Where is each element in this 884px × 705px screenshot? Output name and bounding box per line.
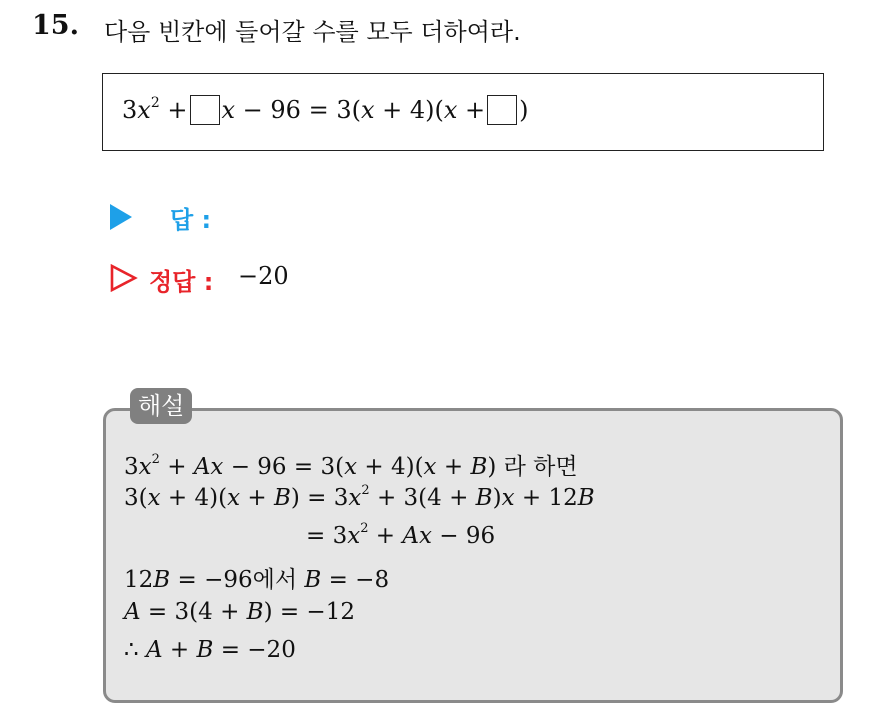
- solution-line-1: $3x^2 + Ax - 96 = 3(x + 4)(x + B)$ 라 하면: [124, 452, 578, 480]
- question-number: 15.: [32, 10, 79, 41]
- solution-line-4: 12B = −96에서 B = −8: [124, 567, 390, 593]
- solution-line-6: ∴ A + B = −20: [124, 637, 296, 663]
- correct-answer-label: 정답 :: [149, 268, 214, 296]
- solution-line-3: = $3x^2 + Ax - 96$: [306, 521, 496, 549]
- solution-line-1-suffix: 라 하면: [503, 454, 578, 480]
- solution-line-4-mid: 에서: [252, 567, 298, 593]
- problem-equation: $3x^2$ + x − 96 = 3(x + 4)(x + ): [122, 95, 529, 124]
- blank-box-2[interactable]: [487, 95, 517, 125]
- answer-input-area[interactable]: [210, 200, 330, 230]
- question-text: 다음 빈칸에 들어갈 수를 모두 더하여라.: [104, 18, 521, 46]
- solution-line-5: A = 3(4 + B) = −12: [124, 599, 355, 625]
- answer-arrow-icon: [110, 204, 132, 230]
- answer-label: 답 :: [170, 206, 212, 234]
- solution-line-2: $3(x + 4)(x + B) = 3x^2 + 3(4 + B)x + 12B$: [124, 483, 595, 511]
- correct-arrow-icon: [110, 264, 138, 292]
- solution-tab: 해설: [130, 388, 192, 424]
- correct-answer-value: −20: [238, 262, 289, 290]
- blank-box-1[interactable]: [190, 95, 220, 125]
